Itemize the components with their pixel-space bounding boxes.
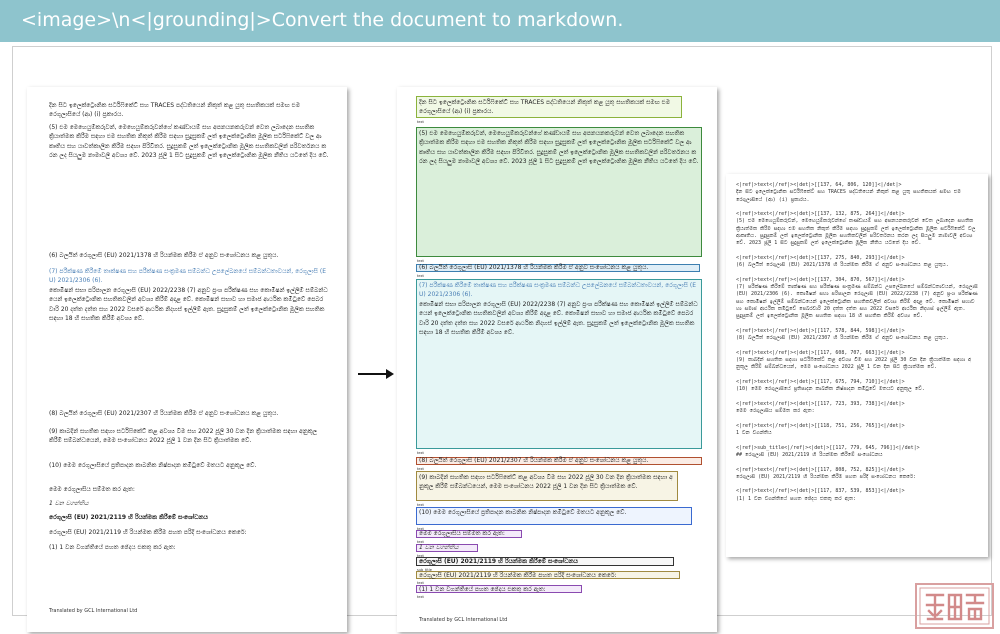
para-11: රෙගුලාසි (EU) 2021/2119 හි රියන්මක කිරීම පහත පරිදි සංශෝධනය කෙරේ: bbox=[419, 572, 617, 579]
annotated-page bbox=[397, 87, 717, 632]
para-4-link: (7) පරීක්ෂණ කිරීමේ තාක්ෂණ සහ පරීක්ෂණ සංක්‍රමණ සම්බන්ධ උපලේඛනයේ සම්බන්ධතාවයන්, රෙගුලාසි (EU) 2021/2306 (6). bbox=[419, 282, 696, 299]
comparison-frame bbox=[12, 46, 992, 623]
output-page bbox=[726, 174, 988, 557]
prompt-text: <image>\n<|grounding|>Convert the document to markdown. bbox=[21, 9, 624, 31]
source-page bbox=[27, 87, 347, 632]
box-label: text bbox=[417, 259, 424, 263]
box-label: text bbox=[417, 540, 424, 544]
output-text: <|ref|>text<|/ref|><|det|>[[137, 64, 806, 120]]<|/det|> දින සිට ඉලෙක්ට්‍රොනික සර්ටිෆිකේට් සහ TRACES පද්ධතියෙන් නිකුත් කළ යුතු සහතිකයක් සමඟ එම රෙගුලාසියේ (ආ) (i) ප්‍රකාරය. <|ref|>text<|/ref|><|det|>[[137, 132, 875, 264]]<|/det|> (5) එම මෙහෙයුම්කරුවන්, මෙහෙයුම්කරුවන්ගේ කණ්ඩායම් සහ අපනයනකරුවන් වෙත ලබාදෙන සහතික ක්‍රියාත්මක කිරීම සඳහා එම සහතික නිකුත් කිරීම සඳහා සුදුසුකම් ලත් ඉලෙක්ට්‍රොනික මූලික සර්ටිෆිකේට් වල ආකෘතිය. සුදුසුකම් ලත් ඉලෙක්ට්‍රොනික මූලික සහතිකවලින් පරිවර්තනය කරන ලද සියලුම නාමාවලී අවශ්‍ය වේ. 2023 ජූලි 1 සිට සුදුසුකම් ලත් ඉලෙක්ට්‍රොනික මූලික නීතිය යටතේ දිය වේ. <|ref|>text<|/ref|><|det|>[[137, 275, 840, 293]]<|/det|> (6) බලයිත් රෙගුලාසි (EU) 2021/1378 හි රියන්මක කිරීම ඒ අනුව සංශෝධනය කළ යුතුය. <|ref|>text<|/ref|><|det|>[[137, 304, 870, 567]]<|/det|> (7) පරීක්ෂණ කිරීමේ තාක්ෂණ සහ පරීක්ෂණ සංක්‍රමණ සම්බන්ධ උපලේඛනයේ සම්බන්ධතාවයන්, රෙගුලාසි (EU) 2021/2306 (6). කොමිෂන් සභා පරිපාලන රෙගුලාසි (EU) 2022/2238 (7) අනුව ප්‍රංශ පරීක්ෂණ සහ කොමිෂන් ඉල්ලීම් සම්බන්ධයෙන් ඉලෙක්ට්‍රොනික සහතිකවලින් අවශ්‍ය කිරීම් අදාළ වේ. කොමිෂන් සභාව හා සමාජ ආර්ථික කමිටුවේ පෙබරවාරි 20 දත්ත දත්ත සහ 2022 වසරේ ආර්ථික නිදහස් ඉල්ලීම් ඇත. සුදුසුකම් ලත් ඉලෙක්ට්‍රොනික මූලික සහතික සඳහා 18 හි සහතික කිරීම් අවශ්‍ය වේ. <|ref|>text<|/ref|><|det|>[[117, 578, 844, 598]]<|/det|> (8) බලයිත් රෙගුලාසි (EU) 2021/2307 හි රියන්මක කිරීම ඒ අනුව සංශෝධනය කළ යුතුය. <|ref|>text<|/ref|><|det|>[[117, 608, 707, 663]]<|/det|> (9) කාබදින් සහතික සඳහා සර්ටිෆිකේට් කළ අවශ්‍ය වීම සහ 2022 ජූලි 30 වන දින ක්‍රියාත්මක සඳහා අනුකූල කිරීම් සම්බන්ධයෙන්, මෙම සංශෝධනය 2022 ජූලි 1 වන දින සිට ක්‍රියාත්මක වේ. <|ref|>text<|/ref|><|det|>[[117, 675, 794, 710]]<|/det|> (10) මෙම රෙගුලාසියේ ප්‍රතිපාදන කාබනික නිෂ්පාදන කමිටුවේ මතයට අනුකූල වේ. <|ref|>text<|/ref|><|det|>[[117, 723, 393, 738]]<|/det|> මෙම රෙගුලාසිය සම්මත කර ඇත: <|ref|>text<|/ref|><|det|>[[118, 751, 256, 765]]<|/det|> 1 වන වගන්තිය <|ref|>sub_title<|/ref|><|det|>[[117, 779, 645, 796]]<|/det|> ## රෙගුලාසි (EU) 2021/2119 හි රියන්මක කිරීමේ සංශෝධනය <|ref|>text<|/ref|><|det|>[[117, 808, 752, 825]]<|/det|> රෙගුලාසි (EU) 2021/2119 හි රියන්මක කිරීම පහත පරිදි සංශෝධනය කෙරේ: <|ref|>text<|/ref|><|det|>[[117, 837, 539, 853]]<|/det|> (1) 1 වන වගන්තියේ පහත ඡේදය එකතු කර ඇත: bbox=[736, 182, 978, 502]
page-footer: Translated by GCL International Ltd bbox=[419, 617, 508, 623]
para-9: 1 වන වගන්තිය bbox=[419, 544, 459, 551]
para-12: (1) 1 වන වගන්තියේ පහත ඡේදය එකතු කර ඇත: bbox=[49, 544, 176, 551]
para-2: (5) එම මෙහෙයුම්කරුවන්, මෙහෙයුම්කරුවන්ගේ කණ්ඩායම් සහ අපනයනකරුවන් වෙත ලබාදෙන සහතික ක්‍රියාත්මක කිරීම සඳහා එම සහතික නිකුත් කිරීම සඳහා සුදුසුකම් ලත් ඉලෙක්ට්‍රොනික මූලික සර්ටිෆිකේට් වල ආකෘතිය සහ යාවත්කාලීන කිරීම සඳහා පිරිවිතර. සුදුසුකම් ලත් ඉලෙක්ට්‍රොනික මූලික සහතිකවලින් පරිවර්තනය කරන ලද සියලුම නාමාවලී අවශ්‍ය වේ. 2023 ජූලි 1 සිට සුදුසුකම් ලත් ඉලෙක්ට්‍රොනික මූලික නීතිය යටතේ දිය වේ. bbox=[419, 130, 699, 166]
box-label: text bbox=[417, 581, 424, 585]
para-11: රෙගුලාසි (EU) 2021/2119 හි රියන්මක කිරීම පහත පරිදි සංශෝධනය කෙරේ: bbox=[49, 529, 247, 536]
box-label: text bbox=[417, 467, 424, 471]
page-footer: Translated by GCL International Ltd bbox=[49, 608, 138, 614]
para-10: රෙගුලාසි (EU) 2021/2119 හි රියන්මක කිරීමේ සංශෝධනය bbox=[49, 514, 208, 521]
prompt-banner bbox=[0, 0, 1000, 42]
para-4: කොමිෂන් සභා පරිපාලන රෙගුලාසි (EU) 2022/2238 (7) අනුව ප්‍රංශ පරීක්ෂණ සහ කොමිෂන් ඉල්ලීම් සම්බන්ධයෙන් ඉලෙක්ට්‍රොනික සහතිකවලින් අවශ්‍ය කිරීම් අදාළ වේ. කොමිෂන් සභාව හා සමාජ ආර්ථික කමිටුවේ පෙබරවාරි 20 දත්ත දත්ත සහ 2022 වසරේ ආර්ථික නිදහස් ඉල්ලීම් ඇත. සුදුසුකම් ලත් ඉලෙක්ට්‍රොනික මූලික සහතික සඳහා 18 හි සහතික කිරීම් අවශ්‍ය වේ. bbox=[419, 301, 698, 337]
para-3: (6) බලයිත් රෙගුලාසි (EU) 2021/1378 හි රියන්මක කිරීම ඒ අනුව සංශෝධනය කළ යුතුය. bbox=[49, 252, 279, 259]
para-1: දින සිට ඉලෙක්ට්‍රොනික සර්ටිෆිකේට් සහ TRACES පද්ධතියෙන් නිකුත් කළ යුතු සහතිකයක් සමඟ එම රෙගුලාසියේ (ආ) (i) ප්‍රකාරය. bbox=[419, 99, 671, 116]
para-7: (10) මෙම රෙගුලාසියේ ප්‍රතිපාදන කාබනික නිෂ්පාදන කමිටුවේ මතයට අනුකූල වේ. bbox=[49, 462, 257, 469]
box-label: text bbox=[417, 554, 424, 558]
para-6: (9) කාබදින් සහතික සඳහා සර්ටිෆිකේට් කළ අවශ්‍ය වීම සහ 2022 ජූලි 30 වන දින ක්‍රියාත්මක සඳහා අනුකූල කිරීම් සම්බන්ධයෙන්, මෙම සංශෝධනය 2022 ජූලි 1 වන දින සිට ක්‍රියාත්මක වේ. bbox=[49, 428, 318, 445]
para-12: (1) 1 වන වගන්තියේ පහත ඡේදය එකතු කර ඇත: bbox=[419, 586, 546, 593]
para-5: (8) බලයිත් රෙගුලාසි (EU) 2021/2307 හි රියන්මක කිරීම ඒ අනුව සංශෝධනය කළ යුතුය. bbox=[419, 457, 649, 464]
para-6: (9) කාබදින් සහතික සඳහා සර්ටිෆිකේට් කළ අවශ්‍ය වීම සහ 2022 ජූලි 30 වන දින ක්‍රියාත්මක සඳහා අනුකූල කිරීම් සම්බන්ධයෙන්, මෙම සංශෝධනය 2022 ජූලි 1 වන දින සිට ක්‍රියාත්මක වේ. bbox=[419, 474, 673, 491]
box-label: text bbox=[417, 503, 424, 507]
para-8: මෙම රෙගුලාසිය සම්මත කර ඇත: bbox=[419, 530, 505, 537]
box-label: sub_title bbox=[417, 568, 432, 572]
para-4-link: (7) පරීක්ෂණ කිරීමේ තාක්ෂණ සහ පරීක්ෂණ සංක්‍රමණ සම්බන්ධ උපලේඛනයේ සම්බන්ධතාවයන්, රෙගුලාසි (EU) 2021/2306 (6). bbox=[49, 268, 326, 285]
box-label: text bbox=[417, 451, 424, 455]
para-9: 1 වන වගන්තිය bbox=[49, 500, 89, 507]
para-7: (10) මෙම රෙගුලාසියේ ප්‍රතිපාදන කාබනික නිෂ්පාදන කමිටුවේ මතයට අනුකූල වේ. bbox=[419, 509, 627, 516]
box-label: text bbox=[417, 527, 424, 531]
box-label: text bbox=[417, 595, 424, 599]
box-label: text bbox=[417, 120, 424, 124]
para-1: දින සිට ඉලෙක්ට්‍රොනික සර්ටිෆිකේට් සහ TRACES පද්ධතියෙන් නිකුත් කළ යුතු සහතිකයක් සමඟ එම රෙගුලාසියේ (ආ) (i) ප්‍රකාරය. bbox=[49, 102, 301, 119]
seal-stamp bbox=[915, 583, 994, 629]
para-10: රෙගුලාසි (EU) 2021/2119 හි රියන්මක කිරීමේ සංශෝධනය bbox=[419, 558, 578, 565]
para-3: (6) බලයිත් රෙගුලාසි (EU) 2021/1378 හි රියන්මක කිරීම ඒ අනුව සංශෝධනය කළ යුතුය. bbox=[419, 264, 649, 271]
para-4: කොමිෂන් සභා පරිපාලන රෙගුලාසි (EU) 2022/2238 (7) අනුව ප්‍රංශ පරීක්ෂණ සහ කොමිෂන් ඉල්ලීම් සම්බන්ධයෙන් ඉලෙක්ට්‍රොනික සහතිකවලින් අවශ්‍ය කිරීම් අදාළ වේ. කොමිෂන් සභාව හා සමාජ ආර්ථික කමිටුවේ පෙබරවාරි 20 දත්ත දත්ත සහ 2022 වසරේ ආර්ථික නිදහස් ඉල්ලීම් ඇත. සුදුසුකම් ලත් ඉලෙක්ට්‍රොනික මූලික සහතික සඳහා 18 හි සහතික කිරීම් අවශ්‍ය වේ. bbox=[49, 287, 328, 323]
para-8: මෙම රෙගුලාසිය සම්මත කර ඇත: bbox=[49, 486, 135, 493]
box-label: text bbox=[417, 274, 424, 278]
para-5: (8) බලයිත් රෙගුලාසි (EU) 2021/2307 හි රියන්මක කිරීම ඒ අනුව සංශෝධනය කළ යුතුය. bbox=[49, 410, 279, 417]
arrow-right-icon bbox=[358, 368, 394, 380]
para-2: (5) එම මෙහෙයුම්කරුවන්, මෙහෙයුම්කරුවන්ගේ කණ්ඩායම් සහ අපනයනකරුවන් වෙත ලබාදෙන සහතික ක්‍රියාත්මක කිරීම සඳහා එම සහතික නිකුත් කිරීම සඳහා සුදුසුකම් ලත් ඉලෙක්ට්‍රොනික මූලික සර්ටිෆිකේට් වල ආකෘතිය සහ යාවත්කාලීන කිරීම සඳහා පිරිවිතර. සුදුසුකම් ලත් ඉලෙක්ට්‍රොනික මූලික සහතිකවලින් පරිවර්තනය කරන ලද සියලුම නාමාවලී අවශ්‍ය වේ. 2023 ජූලි 1 සිට සුදුසුකම් ලත් ඉලෙක්ට්‍රොනික මූලික නීතිය යටතේ දිය වේ. bbox=[49, 124, 329, 160]
